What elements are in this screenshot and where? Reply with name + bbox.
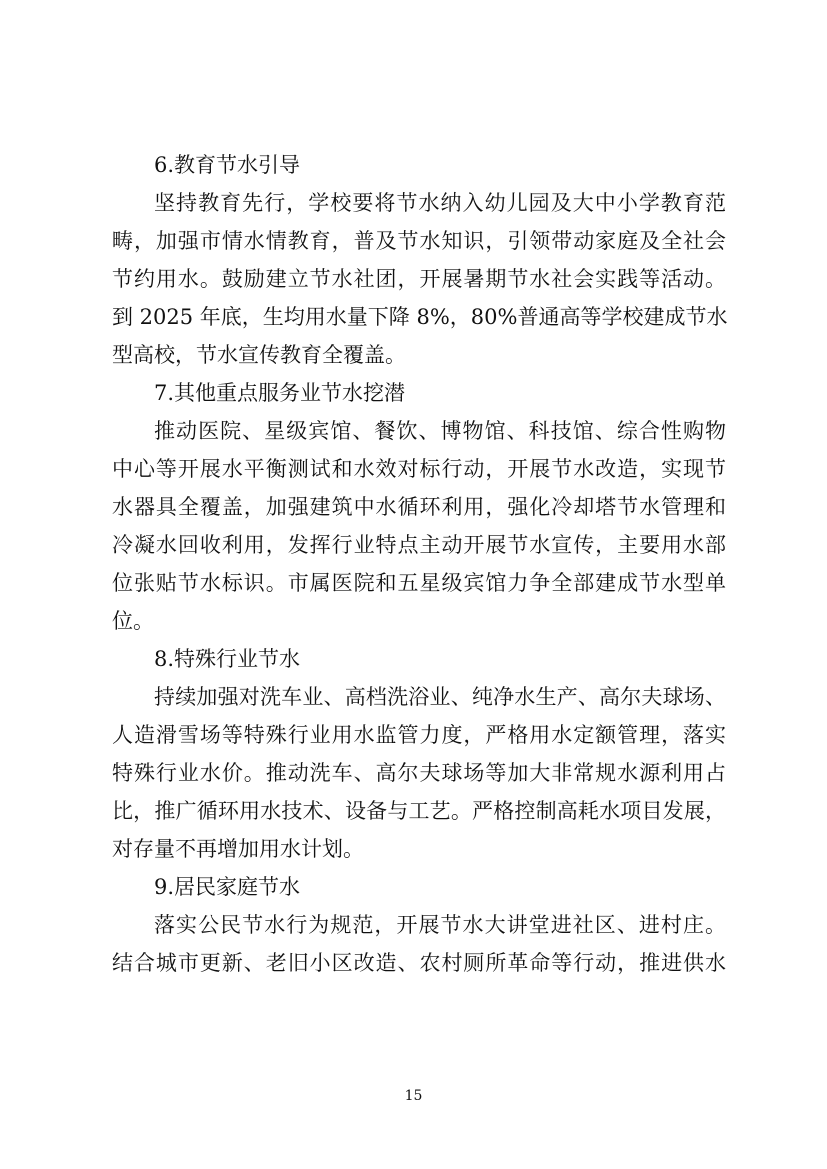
paragraph-line: 位。 [112,609,154,633]
paragraph-line: 特殊行业水价。推动洗车、高尔夫球场等加大非常规水源利用占 [112,761,726,785]
paragraph-line: 节约用水。鼓励建立节水社团，开展暑期节水社会实践等活动。 [112,267,726,291]
section-heading: 7.其他重点服务业节水挖潜 [154,381,406,405]
paragraph-line: 结合城市更新、老旧小区改造、农村厕所革命等行动，推进供水 [112,951,726,975]
paragraph-line: 位张贴节水标识。市属医院和五星级宾馆力争全部建成节水型单 [112,571,726,595]
paragraph-line: 对存量不再增加用水计划。 [112,837,364,861]
section-heading: 9.居民家庭节水 [154,875,301,899]
paragraph-line: 到 2025 年底，生均用水量下降 8%，80%普通高等学校建成节水 [112,305,728,329]
paragraph-line: 人造滑雪场等特殊行业用水监管力度，严格用水定额管理，落实 [112,723,726,747]
paragraph-line: 持续加强对洗车业、高档洗浴业、纯净水生产、高尔夫球场、 [154,685,726,709]
paragraph-line: 水器具全覆盖，加强建筑中水循环利用，强化冷却塔节水管理和 [112,495,726,519]
paragraph-line: 比，推广循环用水技术、设备与工艺。严格控制高耗水项目发展， [112,799,726,823]
section-heading: 6.教育节水引导 [154,153,301,177]
page-number: 15 [404,1088,423,1104]
paragraph-line: 推动医院、星级宾馆、餐饮、博物馆、科技馆、综合性购物 [154,419,726,443]
paragraph-line: 坚持教育先行，学校要将节水纳入幼儿园及大中小学教育范 [154,191,726,215]
paragraph-line: 畴，加强市情水情教育，普及节水知识，引领带动家庭及全社会 [112,229,726,253]
paragraph-line: 落实公民节水行为规范，开展节水大讲堂进社区、进村庄。 [154,913,726,937]
section-heading: 8.特殊行业节水 [154,647,301,671]
paragraph-line: 型高校，节水宣传教育全覆盖。 [112,343,406,367]
paragraph-line: 冷凝水回收利用，发挥行业特点主动开展节水宣传，主要用水部 [112,533,726,557]
paragraph-line: 中心等开展水平衡测试和水效对标行动，开展节水改造，实现节 [112,457,726,481]
